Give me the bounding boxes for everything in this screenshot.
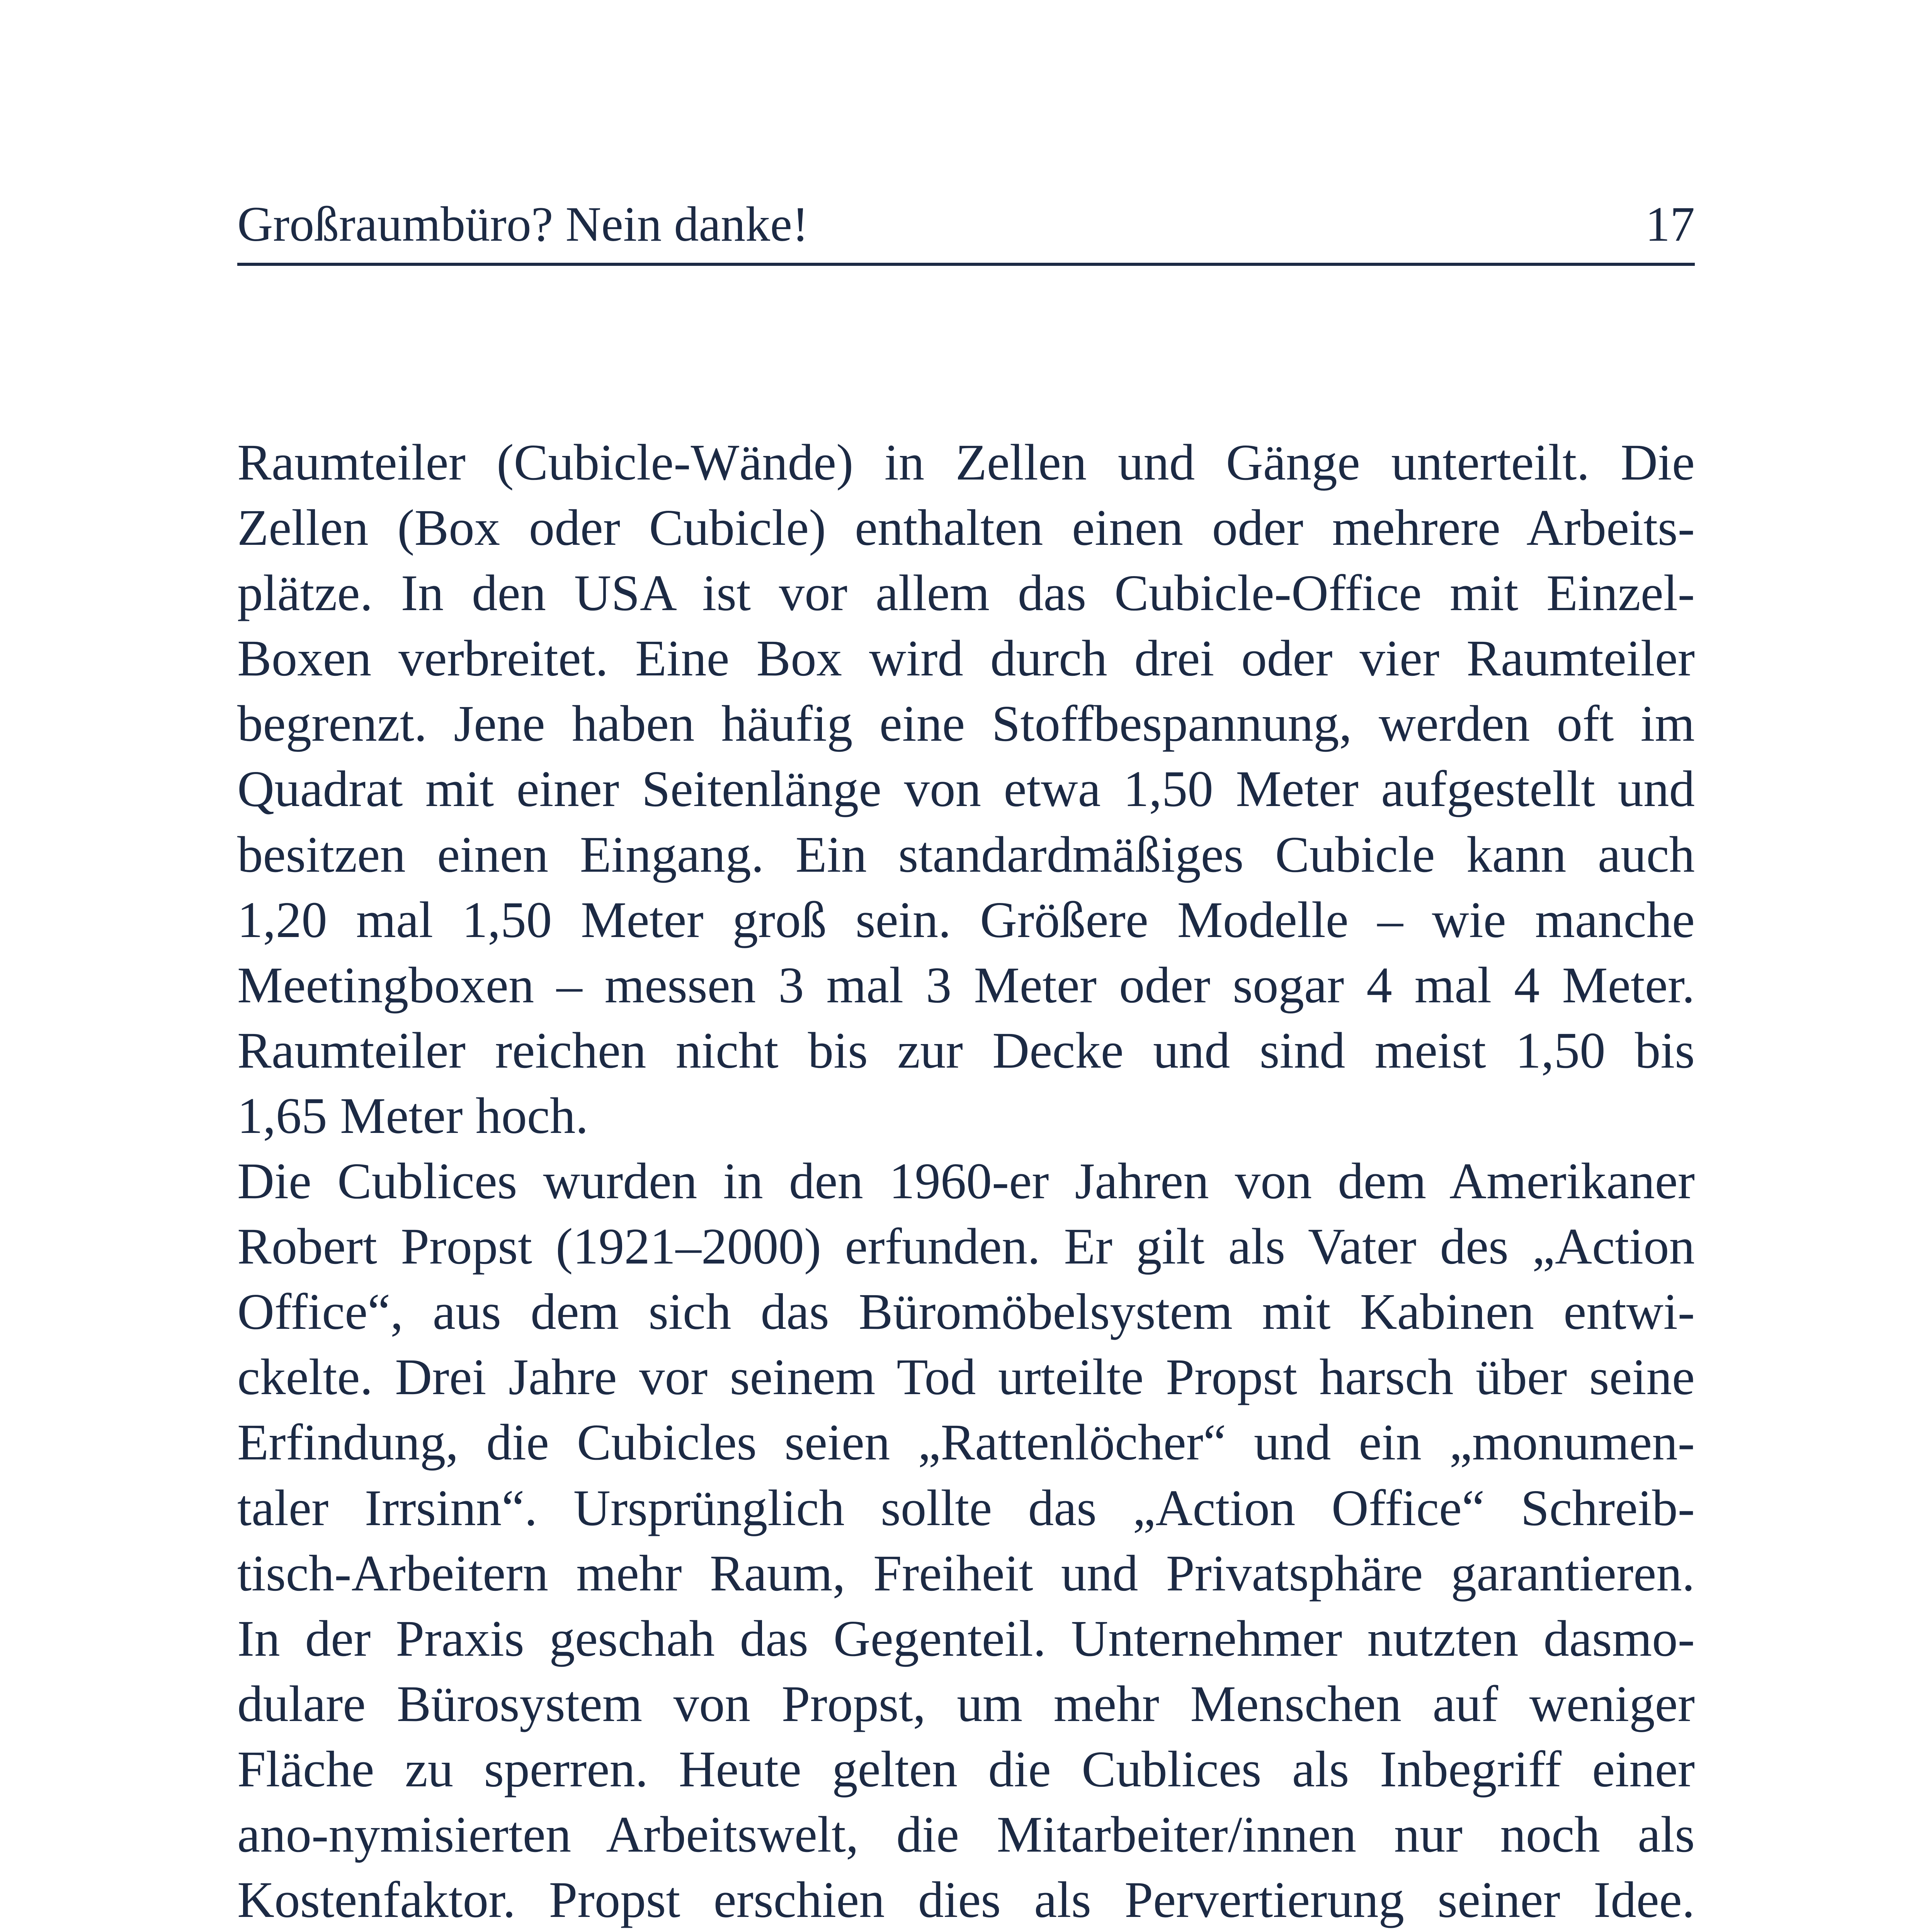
text-line: tisch-Arbeitern mehr Raum, Freiheit und Privatsphäre garantieren. [237, 1544, 1695, 1602]
text-line: Die Cublices wurden in den 1960-er Jahren von dem Amerikaner [237, 1152, 1695, 1210]
page-header [237, 182, 1695, 266]
text-line: Erfindung, die Cubicles seien „Rattenlöcher“ und ein „monumen- [237, 1413, 1695, 1471]
text-line: Robert Propst (1921–2000) erfunden. Er gilt als Vater des „Action [237, 1218, 1695, 1275]
page-number: 17 [1645, 197, 1695, 252]
text-line: begrenzt. Jene haben häufig eine Stoffbespannung, werden oft im [237, 695, 1695, 752]
running-header-title: Großraumbüro? Nein danke! [237, 197, 809, 252]
text-line: dulare Bürosystem von Propst, um mehr Menschen auf weniger [237, 1675, 1695, 1732]
text-line: Zellen (Box oder Cubicle) enthalten einen oder mehrere Arbeits- [237, 499, 1695, 556]
text-line: 1,65 Meter hoch. [237, 1087, 589, 1144]
text-line: plätze. In den USA ist vor allem das Cubicle-Office mit Einzel- [237, 564, 1695, 622]
text-line: Meetingboxen – messen 3 mal 3 Meter oder sogar 4 mal 4 Meter. [237, 956, 1695, 1014]
text-line: In der Praxis geschah das Gegenteil. Unternehmer nutzten dasmo- [237, 1609, 1695, 1667]
text-line: Quadrat mit einer Seitenlänge von etwa 1,50 Meter aufgestellt und [237, 760, 1695, 818]
text-line: Boxen verbreitet. Eine Box wird durch drei oder vier Raumteiler [237, 629, 1695, 687]
text-line: ckelte. Drei Jahre vor seinem Tod urteilte Propst harsch über seine [237, 1348, 1695, 1406]
text-line: Kostenfaktor. Propst erschien dies als Pervertierung seiner Idee. [237, 1871, 1695, 1929]
text-line: 1,20 mal 1,50 Meter groß sein. Größere Modelle – wie manche [237, 891, 1695, 948]
text-line: Raumteiler (Cubicle-Wände) in Zellen und Gänge unterteilt. Die [237, 434, 1695, 491]
text-line: Fläche zu sperren. Heute gelten die Cublices als Inbegriff einer [237, 1740, 1695, 1798]
body-text [237, 430, 1695, 1932]
text-line: besitzen einen Eingang. Ein standardmäßiges Cubicle kann auch [237, 825, 1695, 883]
text-line: Office“, aus dem sich das Büromöbelsystem mit Kabinen entwi- [237, 1283, 1695, 1340]
text-line: ano-nymisierten Arbeitswelt, die Mitarbeiter/innen nur noch als [237, 1805, 1695, 1863]
text-line: Raumteiler reichen nicht bis zur Decke und sind meist 1,50 bis [237, 1021, 1695, 1079]
text-line: taler Irrsinn“. Ursprünglich sollte das „Action Office“ Schreib- [237, 1479, 1695, 1536]
